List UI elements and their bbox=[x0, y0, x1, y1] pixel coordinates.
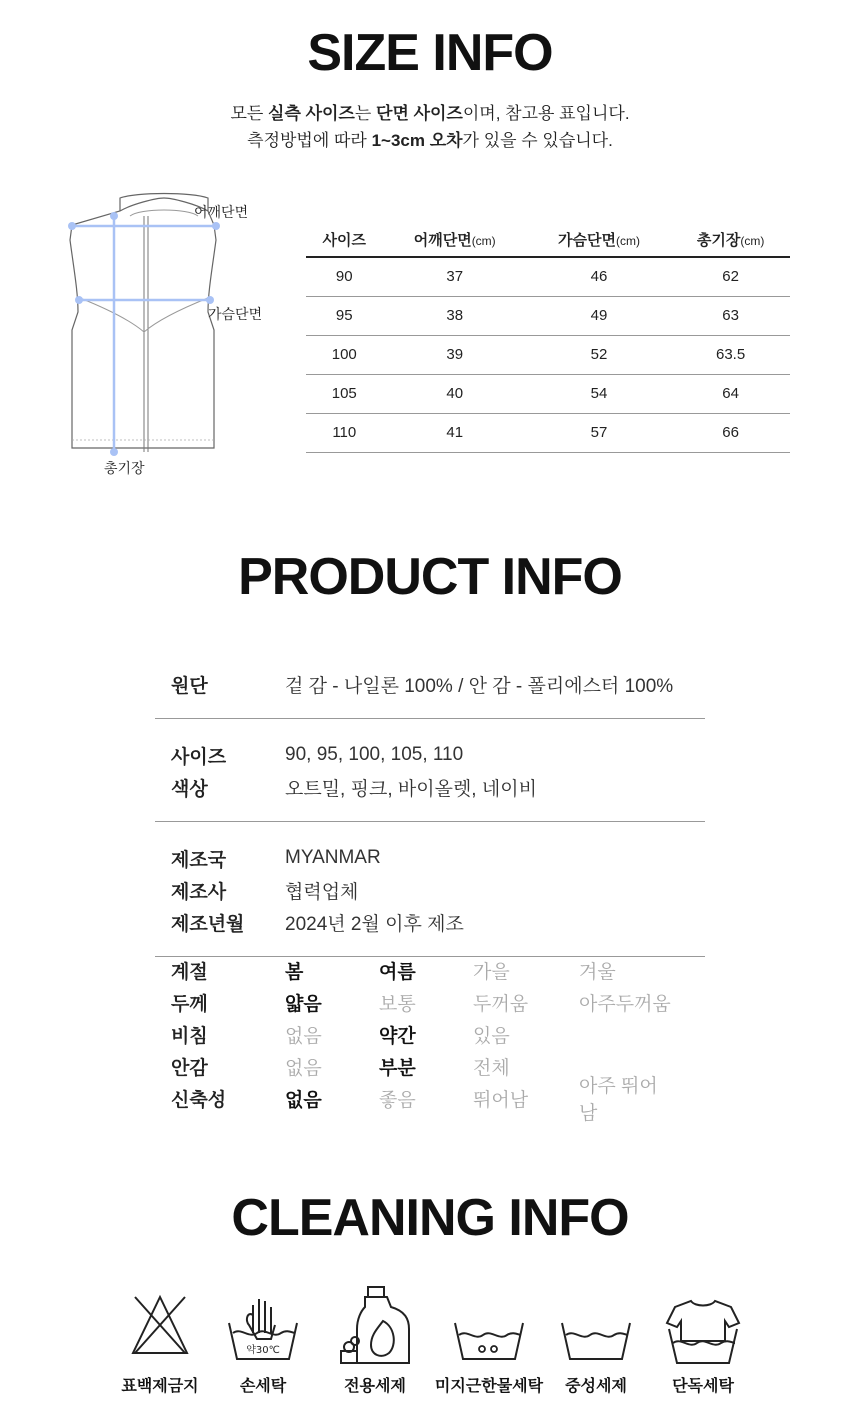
attribute-row bbox=[155, 954, 705, 986]
vest-measurement-figure bbox=[60, 190, 280, 480]
vest-outline-icon bbox=[60, 190, 280, 480]
table-cell: 54 bbox=[527, 374, 671, 413]
info-key: 사이즈 bbox=[171, 746, 227, 768]
attribute-key: 신축성 bbox=[171, 1089, 227, 1111]
product-info-title: PRODUCT INFO bbox=[238, 548, 622, 606]
attribute-option: 있음 bbox=[473, 1025, 510, 1047]
cleaning-info-title: CLEANING INFO bbox=[231, 1189, 629, 1247]
hand-wash-temp-text: 약30℃ bbox=[246, 1345, 280, 1356]
info-row bbox=[155, 668, 705, 700]
table-row bbox=[306, 257, 790, 296]
info-key: 제조사 bbox=[171, 881, 227, 903]
cleaning-icons bbox=[0, 1285, 860, 1405]
hand-wash-icon bbox=[223, 1285, 303, 1365]
attribute-option: 아주두꺼움 bbox=[579, 993, 671, 1015]
header-chest: 가슴단면(cm) bbox=[527, 222, 671, 257]
label-shoulder: 어깨단면 bbox=[194, 204, 249, 220]
cleaning-item-lukewarm: 미지근한물세탁 bbox=[434, 1285, 544, 1365]
table-cell: 62 bbox=[671, 257, 790, 296]
table-cell: 63 bbox=[671, 296, 790, 335]
info-value: 겉 감 - 나일론 100% / 안 감 - 폴리에스터 100% bbox=[285, 675, 674, 697]
header-size: 사이즈 bbox=[306, 222, 383, 257]
attribute-option: 봄 bbox=[285, 961, 304, 983]
attribute-option: 아주 뛰어남 bbox=[579, 1076, 658, 1124]
cleaning-item-separate: 단독세탁 bbox=[648, 1285, 758, 1369]
attribute-option: 얇음 bbox=[285, 993, 322, 1015]
table-cell: 110 bbox=[306, 413, 383, 452]
table-cell: 90 bbox=[306, 257, 383, 296]
table-cell: 37 bbox=[383, 257, 527, 296]
attribute-key: 계절 bbox=[171, 961, 208, 983]
cleaning-item-hand-wash: 약30℃ 손세탁 bbox=[208, 1285, 318, 1365]
table-row bbox=[306, 374, 790, 413]
attribute-option: 겨울 bbox=[579, 961, 616, 983]
table-cell: 38 bbox=[383, 296, 527, 335]
cleaning-item-neutral: 중성세제 bbox=[541, 1285, 651, 1365]
table-cell: 52 bbox=[527, 335, 671, 374]
info-key: 원단 bbox=[171, 675, 208, 697]
attribute-option: 뛰어남 bbox=[473, 1089, 529, 1111]
attribute-option: 없음 bbox=[285, 1057, 322, 1079]
separate-wash-icon bbox=[663, 1285, 743, 1369]
info-group bbox=[155, 650, 705, 719]
detergent-bottle-icon bbox=[335, 1285, 415, 1369]
info-value: MYANMAR bbox=[285, 847, 381, 868]
info-row bbox=[155, 771, 705, 803]
attribute-option: 전체 bbox=[473, 1057, 510, 1079]
size-table-header bbox=[306, 222, 790, 257]
attribute-key: 안감 bbox=[171, 1057, 208, 1079]
info-row bbox=[155, 906, 705, 938]
intro-line-1: 모든 실측 사이즈는 단면 사이즈이며, 참고용 표입니다. bbox=[230, 104, 630, 123]
info-value: 90, 95, 100, 105, 110 bbox=[285, 744, 464, 765]
table-cell: 41 bbox=[383, 413, 527, 452]
info-group bbox=[155, 719, 705, 822]
header-shoulder: 어깨단면(cm) bbox=[383, 222, 527, 257]
no-bleach-icon bbox=[125, 1285, 195, 1355]
info-row bbox=[155, 874, 705, 906]
size-table bbox=[306, 222, 790, 453]
product-info-list bbox=[155, 650, 705, 957]
attribute-key: 두께 bbox=[171, 993, 208, 1015]
attribute-row bbox=[155, 1018, 705, 1050]
table-row bbox=[306, 413, 790, 452]
table-cell: 100 bbox=[306, 335, 383, 374]
info-key: 제조년월 bbox=[171, 913, 245, 935]
label-length: 총기장 bbox=[104, 460, 145, 476]
table-cell: 40 bbox=[383, 374, 527, 413]
table-row bbox=[306, 296, 790, 335]
attribute-option: 부분 bbox=[379, 1057, 416, 1079]
lukewarm-wash-icon bbox=[449, 1285, 529, 1365]
attribute-key: 비침 bbox=[171, 1025, 208, 1047]
attribute-row bbox=[155, 986, 705, 1018]
size-info-intro bbox=[0, 100, 860, 154]
table-cell: 63.5 bbox=[671, 335, 790, 374]
attribute-option: 없음 bbox=[285, 1025, 322, 1047]
table-cell: 64 bbox=[671, 374, 790, 413]
info-value: 협력업체 bbox=[285, 881, 359, 903]
table-row bbox=[306, 335, 790, 374]
table-cell: 39 bbox=[383, 335, 527, 374]
attribute-option: 두꺼움 bbox=[473, 993, 529, 1015]
table-cell: 66 bbox=[671, 413, 790, 452]
info-key: 제조국 bbox=[171, 849, 227, 871]
attribute-option: 여름 bbox=[379, 961, 416, 983]
header-length: 총기장(cm) bbox=[671, 222, 790, 257]
info-row bbox=[155, 739, 705, 771]
table-cell: 49 bbox=[527, 296, 671, 335]
cleaning-item-detergent: 전용세제 bbox=[320, 1285, 430, 1369]
info-value: 2024년 2월 이후 제조 bbox=[285, 913, 464, 935]
info-row bbox=[155, 842, 705, 874]
table-cell: 57 bbox=[527, 413, 671, 452]
attribute-option: 약간 bbox=[379, 1025, 416, 1047]
attribute-option: 없음 bbox=[285, 1089, 322, 1111]
info-key: 색상 bbox=[171, 778, 208, 800]
cleaning-item-no-bleach: 표백제금지 bbox=[105, 1285, 215, 1355]
product-attributes bbox=[155, 954, 705, 1124]
table-cell: 105 bbox=[306, 374, 383, 413]
neutral-detergent-icon bbox=[556, 1285, 636, 1365]
info-value: 오트밀, 핑크, 바이올렛, 네이비 bbox=[285, 778, 537, 800]
attribute-option: 가을 bbox=[473, 961, 510, 983]
size-info-title: SIZE INFO bbox=[307, 24, 553, 82]
attribute-row bbox=[155, 1076, 705, 1124]
table-cell: 46 bbox=[527, 257, 671, 296]
info-group bbox=[155, 822, 705, 957]
attribute-option: 보통 bbox=[379, 993, 416, 1015]
table-cell: 95 bbox=[306, 296, 383, 335]
attribute-option: 좋음 bbox=[379, 1089, 416, 1111]
label-chest: 가슴단면 bbox=[208, 306, 263, 322]
intro-line-2: 측정방법에 따라 1~3cm 오차가 있을 수 있습니다. bbox=[247, 131, 613, 150]
